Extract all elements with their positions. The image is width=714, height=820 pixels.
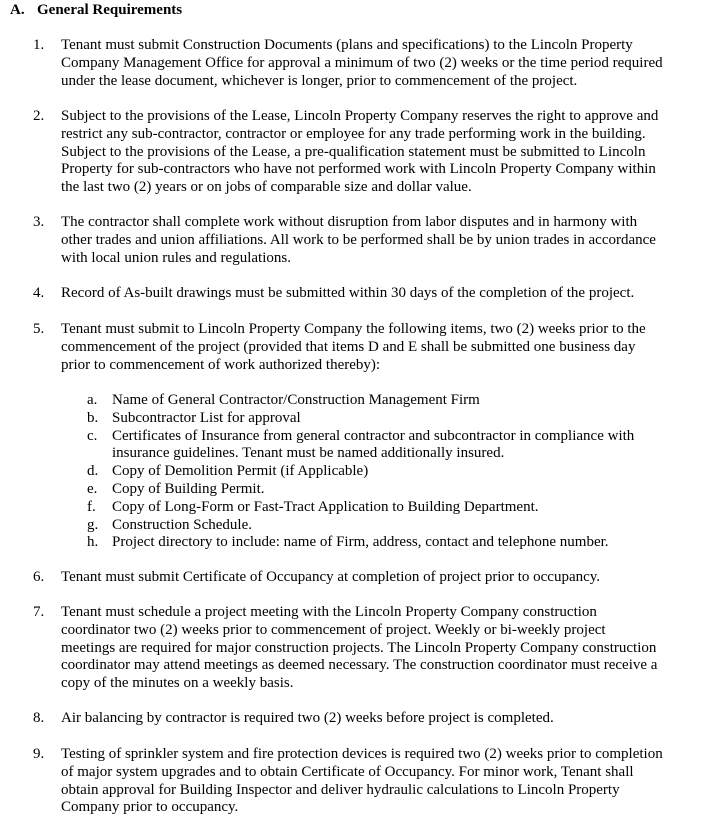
sub-item-letter: f.: [87, 498, 96, 515]
item-line: of major system upgrades and to obtain Certificate of Occupancy. For minor work, Tenant shall: [61, 763, 634, 780]
item-text: [61, 214, 705, 267]
list-item: [33, 214, 705, 267]
item-line: copy of the minutes on a weekly basis.: [61, 675, 294, 692]
item-text: [61, 569, 705, 587]
item-line: Testing of sprinkler system and fire protection devices is required two (2) weeks prior to completion: [61, 746, 663, 762]
item-number: 5.: [33, 321, 45, 337]
item-line: Subject to the provisions of the Lease, Lincoln Property Company reserves the right to approve and: [61, 108, 659, 124]
section-letter: A.: [10, 2, 25, 18]
sub-list-item: [87, 463, 697, 481]
item-text: [61, 321, 705, 374]
item-number: 8.: [33, 710, 45, 726]
section-title: General Requirements: [37, 2, 183, 18]
sub-item-text: [112, 481, 697, 499]
sub-list-item: [87, 481, 697, 499]
sub-item-line: Copy of Building Permit.: [112, 480, 265, 497]
sub-item-text: [112, 499, 697, 517]
sub-list-item: [87, 392, 697, 410]
list-item: [33, 321, 705, 374]
item-line: commencement of the project (provided that items D and E shall be submitted one business day: [61, 338, 636, 355]
sub-item-text: [112, 410, 697, 428]
item-number: 1.: [33, 37, 45, 53]
sub-item-letter: e.: [87, 480, 98, 497]
list-item: [33, 569, 705, 587]
item-number: 7.: [33, 604, 45, 620]
item-line: coordinator may attend meetings as deemed necessary. The construction coordinator must receive a: [61, 657, 658, 674]
item-text: [61, 285, 705, 303]
item-line: obtain approval for Building Inspector and deliver hydraulic calculations to Lincoln Property: [61, 781, 620, 798]
sub-item-line: Certificates of Insurance from general contractor and subcontractor in compliance with: [112, 427, 635, 444]
sub-item-text: [112, 428, 697, 464]
sub-item-letter: g.: [87, 516, 99, 533]
item-line: Tenant must schedule a project meeting with the Lincoln Property Company construction: [61, 604, 597, 620]
item-line: with local union rules and regulations.: [61, 249, 291, 266]
item-text: [61, 108, 705, 197]
sub-item-text: [112, 534, 697, 552]
item-text: [61, 710, 705, 728]
sub-item-letter: b.: [87, 409, 99, 426]
sub-list: [87, 392, 697, 552]
item-line: Tenant must submit to Lincoln Property Company the following items, two (2) weeks prior to the: [61, 321, 646, 337]
item-line: Record of As-built drawings must be submitted within 30 days of the completion of the project.: [61, 285, 635, 301]
item-line: Tenant must submit Construction Documents (plans and specifications) to the Lincoln Property: [61, 37, 633, 53]
item-number: 9.: [33, 746, 45, 762]
item-text: [61, 37, 705, 90]
sub-item-letter: d.: [87, 463, 99, 480]
item-line: Property for sub-contractors who have not performed work with Lincoln Property Company within: [61, 161, 656, 178]
item-number: 3.: [33, 214, 45, 230]
item-line: Company Management Office for approval a minimum of two (2) weeks or the time period required: [61, 54, 663, 71]
sub-list-item: [87, 410, 697, 428]
list-item: [33, 710, 705, 728]
item-line: The contractor shall complete work without disruption from labor disputes and in harmony with: [61, 214, 638, 230]
sub-item-text: [112, 392, 697, 410]
list-item: [33, 604, 705, 693]
list-item: [33, 285, 705, 303]
sub-item-letter: h.: [87, 534, 99, 551]
item-line: restrict any sub-contractor, contractor or employee for any trade performing work in the building.: [61, 125, 646, 142]
sub-list-item: [87, 428, 697, 464]
item-text: [61, 746, 705, 817]
item-line: Company prior to occupancy.: [61, 799, 239, 816]
sub-item-text: [112, 463, 697, 481]
item-line: Air balancing by contractor is required two (2) weeks before project is completed.: [61, 710, 554, 726]
item-line: Tenant must submit Certificate of Occupancy at completion of project prior to occupancy.: [61, 569, 601, 585]
sub-item-line: Subcontractor List for approval: [112, 409, 301, 426]
sub-item-line: Construction Schedule.: [112, 516, 252, 533]
sub-item-line: Project directory to include: name of Firm, address, contact and telephone number.: [112, 534, 609, 551]
section-heading: [10, 2, 182, 20]
sub-list-item: [87, 517, 697, 535]
item-line: meetings are required for major construction projects. The Lincoln Property Company construction: [61, 639, 657, 656]
item-number: 2.: [33, 108, 45, 124]
sub-item-letter: c.: [87, 427, 98, 444]
sub-item-line: insurance guidelines. Tenant must be named additionally insured.: [112, 445, 505, 462]
item-line: other trades and union affiliations. All work to be performed shall be by union trades in accordance: [61, 231, 656, 248]
item-number: 4.: [33, 285, 45, 301]
sub-list-item: [87, 499, 697, 517]
item-line: coordinator two (2) weeks prior to commencement of project. Weekly or bi-weekly project: [61, 621, 606, 638]
item-line: under the lease document, whichever is longer, prior to commencement of the project.: [61, 72, 578, 89]
sub-item-text: [112, 517, 697, 535]
item-text: [61, 604, 705, 693]
item-line: Subject to the provisions of the Lease, a pre-qualification statement must be submitted to Lincoln: [61, 143, 646, 160]
item-line: the last two (2) years or on jobs of comparable size and dollar value.: [61, 179, 472, 196]
sub-item-line: Name of General Contractor/Construction Management Firm: [112, 392, 480, 408]
item-line: prior to commencement of work authorized thereby):: [61, 356, 381, 373]
list-item: [33, 37, 705, 90]
sub-list-item: [87, 534, 697, 552]
item-number: 6.: [33, 569, 45, 585]
sub-item-line: Copy of Demolition Permit (if Applicable): [112, 463, 369, 480]
list-item: [33, 108, 705, 197]
list-item: [33, 746, 705, 817]
sub-item-line: Copy of Long-Form or Fast-Tract Application to Building Department.: [112, 498, 539, 515]
sub-item-letter: a.: [87, 392, 98, 408]
